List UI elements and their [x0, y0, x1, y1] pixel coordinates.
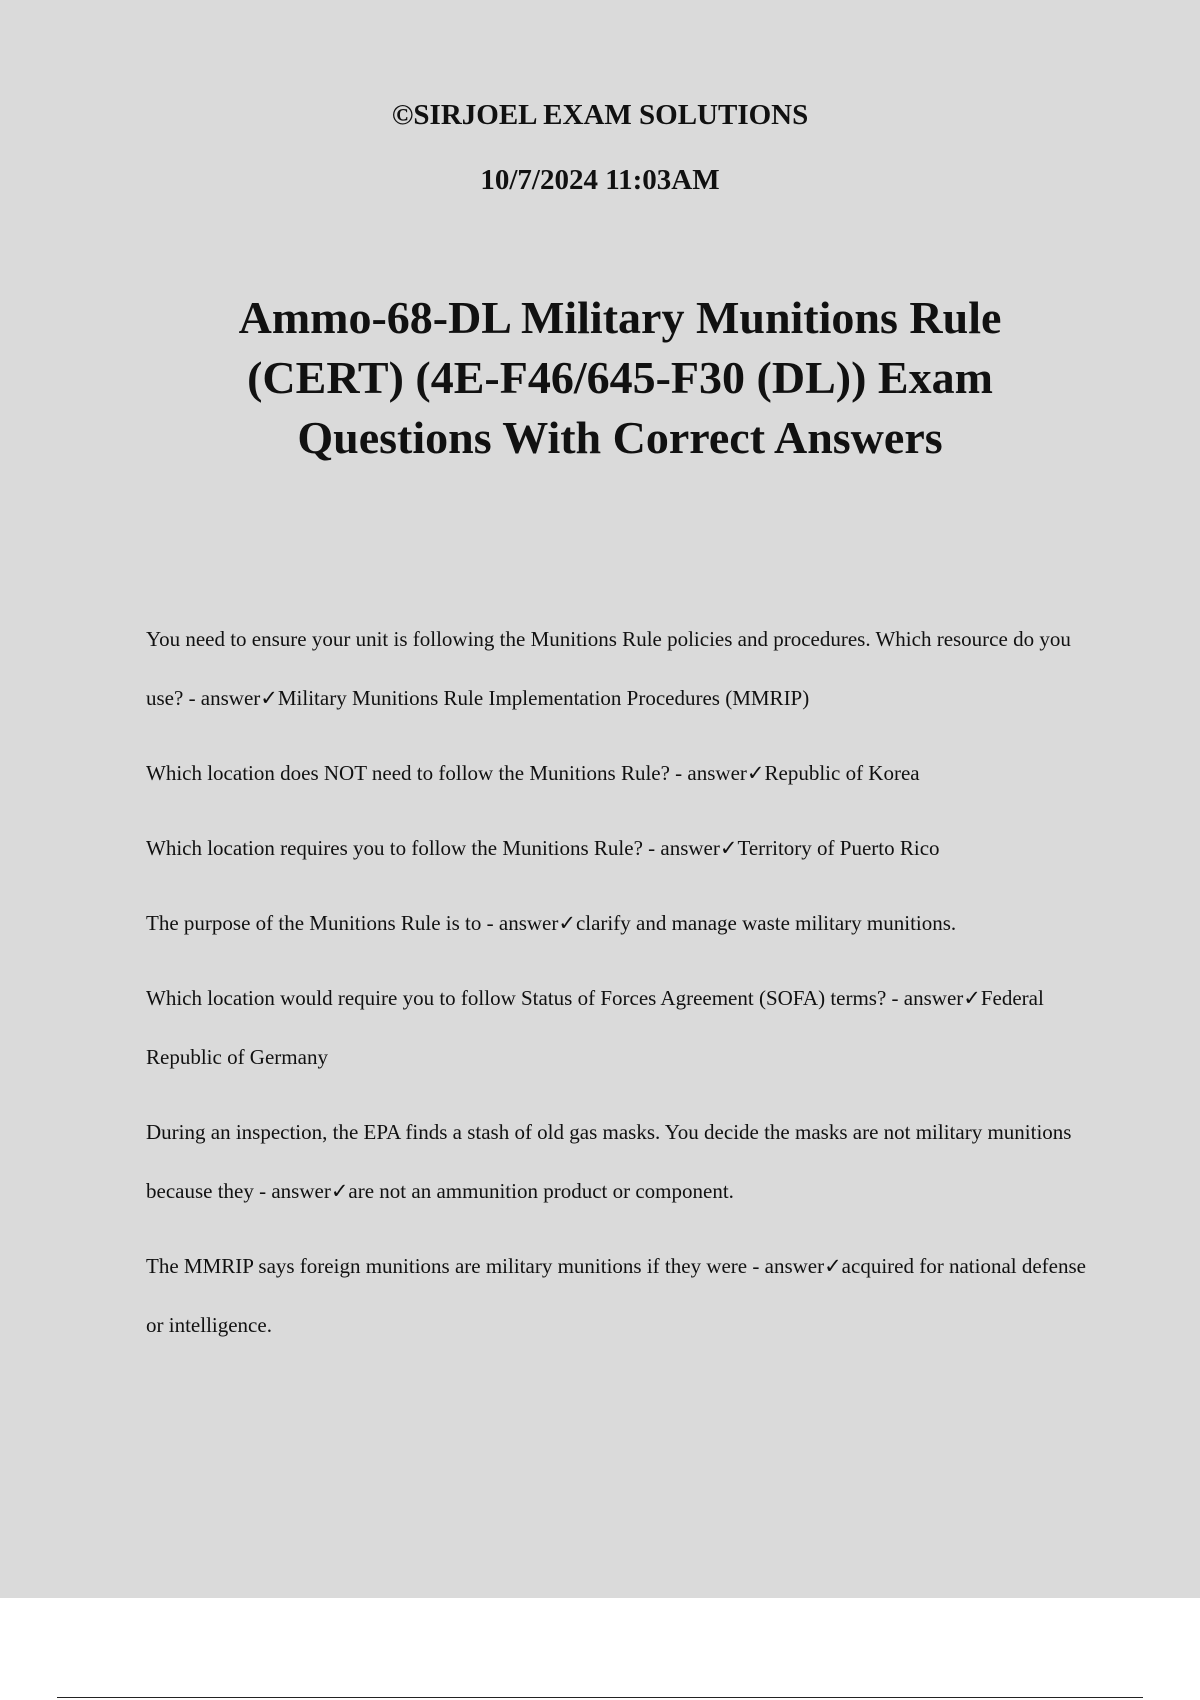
document-title: Ammo-68-DL Military Munitions Rule (CERT) (4E-F46/645-F30 (DL)) Exam Questions With Correct Answers [238, 292, 1002, 463]
question-list [146, 610, 1086, 1371]
question-item-3: Which location requires you to follow the Munitions Rule? - answer✓Territory of Puerto Rico [146, 836, 940, 860]
footer-divider [57, 1697, 1143, 1698]
question-item-6: During an inspection, the EPA finds a stash of old gas masks. You decide the masks are not military munitions because they - answer✓are not an ammunition product or component. [146, 1120, 1072, 1203]
question-item-5: Which location would require you to follow Status of Forces Agreement (SOFA) terms? - answer✓Federal Republic of Germany [146, 986, 1044, 1069]
question-item-4: The purpose of the Munitions Rule is to - answer✓clarify and manage waste military munitions. [146, 911, 957, 935]
question-item-2: Which location does NOT need to follow the Munitions Rule? - answer✓Republic of Korea [146, 761, 920, 785]
question-item-7: The MMRIP says foreign munitions are military munitions if they were - answer✓acquired for national defense or intelligence. [146, 1254, 1086, 1337]
header-brand: ©SIRJOEL EXAM SOLUTIONS [391, 99, 809, 131]
question-item-1: You need to ensure your unit is following the Munitions Rule policies and procedures. Which resource do you use? - answer✓Military Munitions Rule Implementation Procedures (MMRIP) [146, 627, 1071, 710]
header-datetime: 10/7/2024 11:03AM [480, 164, 720, 196]
